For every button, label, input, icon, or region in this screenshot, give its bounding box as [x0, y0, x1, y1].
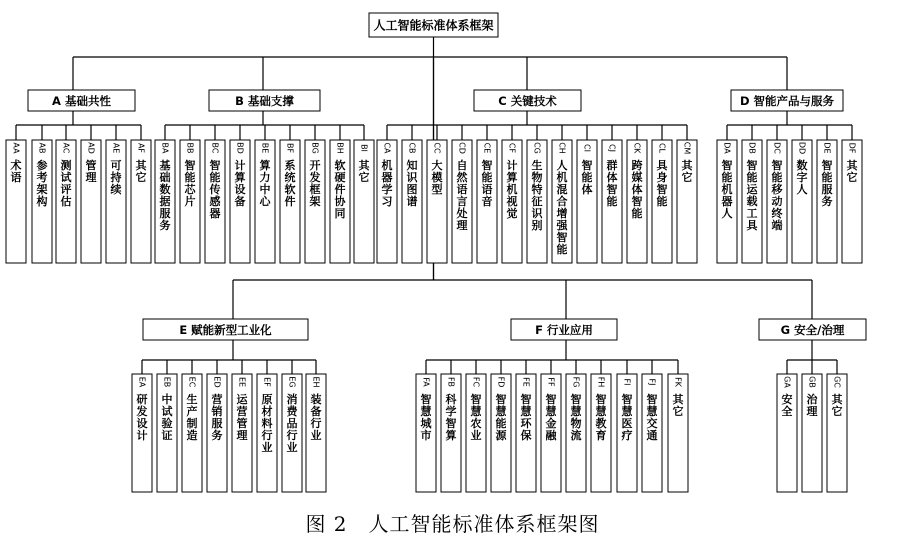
leaf-ga-label: 安全 [781, 393, 793, 418]
leaf-fg-label: 智慧物流 [570, 393, 582, 442]
leaf-eb-label: 中试验证 [161, 393, 173, 442]
leaf-ec-code: EC [187, 376, 197, 388]
leaf-eh-code: EH [311, 376, 321, 388]
leaf-be-label: 算力中心 [259, 159, 271, 208]
figure-caption: 图 2 人工智能标准体系框架图 [305, 512, 600, 536]
leaf-de-label: 智能服务 [821, 159, 833, 208]
leaf-fb-label: 科学智算 [445, 393, 457, 442]
leaf-cc-code: CC [432, 142, 442, 154]
leaf-fe-label: 智慧环保 [520, 393, 532, 442]
node-boxes [6, 13, 866, 492]
leaf-bc-code: BC [210, 142, 220, 154]
category-c-label: C 关键技术 [498, 94, 557, 108]
leaf-eg-label: 消费品行业 [286, 393, 298, 454]
leaf-bb-code: BB [185, 142, 195, 154]
leaf-fh-label: 智慧教育 [595, 393, 607, 442]
root-label: 人工智能标准体系框架 [373, 18, 494, 33]
leaf-fa-code: FA [421, 377, 431, 387]
leaf-cd-code: CD [457, 142, 467, 154]
leaf-da-label: 智能机器人 [721, 159, 733, 220]
leaf-ed-code: ED [212, 376, 222, 388]
leaf-ee-code: EE [237, 376, 247, 388]
leaf-cb-code: CB [407, 142, 417, 154]
leaf-gb-label: 治理 [806, 393, 818, 418]
leaf-fg-code: FG [571, 376, 581, 388]
leaf-af-label: 其它 [135, 159, 147, 184]
leaf-cm-code: CM [682, 141, 692, 155]
leaf-cj-label: 群体智能 [606, 159, 618, 208]
leaf-ad-label: 管理 [85, 159, 97, 184]
leaf-fe-code: FE [521, 377, 531, 387]
leaf-gb-code: GB [807, 376, 817, 388]
leaf-bh-label: 软硬件协同 [334, 159, 346, 220]
leaf-eg-code: EG [287, 376, 297, 388]
leaf-fi-label: 智慧医疗 [621, 393, 633, 442]
leaf-db-label: 智能运载工具 [746, 159, 758, 232]
leaf-cm-label: 其它 [681, 159, 693, 184]
leaf-fc-label: 智慧农业 [470, 393, 482, 442]
leaf-ci-label: 智能体 [581, 159, 593, 196]
leaf-ef-code: EF [262, 377, 272, 387]
leaf-cl-code: CL [657, 142, 667, 154]
leaf-cg-label: 生物特征识别 [531, 159, 543, 232]
leaf-ck-code: CK [632, 142, 642, 154]
leaf-eb-code: EB [162, 376, 172, 388]
leaf-dc-label: 智能移动终端 [771, 159, 783, 232]
leaf-bg-label: 开发框架 [309, 159, 321, 208]
leaf-fj-code: FJ [647, 378, 657, 386]
category-b-label: B 基础支撑 [235, 94, 294, 108]
leaf-cf-code: CF [507, 142, 517, 154]
leaf-ca-label: 机器学习 [381, 159, 393, 208]
leaf-ae-label: 可持续 [110, 159, 122, 196]
leaf-eh-label: 装备行业 [310, 393, 322, 442]
leaf-fd-code: FD [496, 376, 506, 388]
leaf-bf-code: BF [285, 142, 295, 154]
category-a-label: A 基础共性 [52, 94, 111, 108]
leaf-df-code: DF [847, 142, 857, 154]
leaf-fj-label: 智慧交通 [646, 393, 658, 442]
leaf-ff-code: FF [546, 377, 556, 387]
leaf-cf-label: 计算机视觉 [506, 159, 518, 220]
category-d-label: D 智能产品与服务 [739, 94, 835, 108]
leaf-bd-code: BD [235, 142, 245, 154]
leaf-ee-label: 运营管理 [236, 393, 248, 442]
leaf-gb-box [802, 374, 822, 492]
leaf-bb-label: 智能芯片 [184, 159, 196, 208]
category-g-label: G 安全/治理 [780, 323, 845, 337]
leaf-ac-code: AC [61, 142, 71, 154]
leaf-gc-label: 其它 [831, 393, 843, 418]
leaf-bg-code: BG [310, 142, 320, 154]
leaf-fd-label: 智慧能源 [495, 393, 507, 442]
leaf-cg-code: CG [532, 142, 542, 154]
leaf-bh-code: BH [335, 142, 345, 154]
leaf-db-code: DB [747, 142, 757, 154]
leaf-ea-code: EA [137, 376, 147, 388]
leaf-fk-code: FK [673, 377, 683, 387]
leaf-fh-code: FH [596, 376, 606, 388]
leaf-ad-code: AD [86, 142, 96, 154]
leaf-fb-code: FB [446, 376, 456, 388]
leaf-ci-code: CI [582, 144, 592, 152]
leaf-fa-label: 智慧城市 [420, 393, 432, 442]
leaf-fk-label: 其它 [672, 393, 684, 418]
leaf-cc-label: 大模型 [431, 159, 443, 196]
category-f-label: F 行业应用 [535, 323, 593, 337]
category-e-label: E 赋能新型工业化 [179, 323, 272, 337]
leaf-gc-code: GC [832, 376, 842, 388]
leaf-ca-code: CA [382, 142, 392, 154]
leaf-da-code: DA [722, 142, 732, 154]
leaf-ck-label: 跨媒体智能 [631, 159, 643, 220]
leaf-ch-label: 人机混合增强智能 [556, 159, 568, 256]
leaf-aa-label: 术语 [10, 159, 22, 184]
leaf-bd-label: 计算设备 [234, 159, 246, 208]
leaf-ga-code: GA [782, 376, 792, 388]
leaf-aa-code: AA [11, 142, 21, 154]
leaf-ff-label: 智慧金融 [545, 393, 557, 442]
leaf-ed-label: 营销服务 [211, 393, 223, 442]
leaf-cj-code: CJ [607, 144, 617, 152]
leaf-ea-label: 研发设计 [136, 393, 148, 442]
leaf-cb-label: 知识图谱 [406, 159, 418, 208]
leaf-dd-label: 数字人 [796, 159, 808, 196]
leaf-ce-label: 智能语音 [481, 159, 493, 208]
leaf-ac-label: 测试评估 [60, 159, 72, 208]
leaf-ba-label: 基础数据服务 [159, 159, 171, 232]
leaf-de-code: DE [822, 142, 832, 154]
leaf-ba-code: BA [160, 142, 170, 154]
leaf-ef-label: 原材料行业 [261, 393, 273, 454]
leaf-dd-code: DD [797, 141, 807, 155]
leaf-gc-box [827, 374, 847, 492]
leaf-ab-label: 参考架构 [36, 159, 48, 208]
leaf-bc-label: 智能传感器 [209, 159, 221, 220]
leaf-ga-box [777, 374, 797, 492]
leaf-ec-label: 生产制造 [186, 393, 198, 442]
leaf-cl-label: 具身智能 [656, 159, 668, 208]
leaf-be-code: BE [260, 142, 270, 154]
leaf-bi-label: 其它 [358, 159, 370, 184]
leaf-bi-code: BI [359, 144, 369, 152]
leaf-fk-box [668, 374, 688, 492]
leaf-fi-code: FI [622, 378, 632, 386]
leaf-dc-code: DC [772, 142, 782, 154]
leaf-ch-code: CH [557, 142, 567, 154]
leaf-ae-code: AE [111, 142, 121, 154]
leaf-ab-code: AB [37, 142, 47, 154]
leaf-cd-label: 自然语言处理 [456, 159, 468, 232]
leaf-ce-code: CE [482, 142, 492, 154]
leaf-fc-code: FC [471, 376, 481, 388]
leaf-df-label: 其它 [846, 159, 858, 184]
leaf-af-code: AF [136, 142, 146, 154]
leaf-bf-label: 系统软件 [284, 159, 296, 208]
